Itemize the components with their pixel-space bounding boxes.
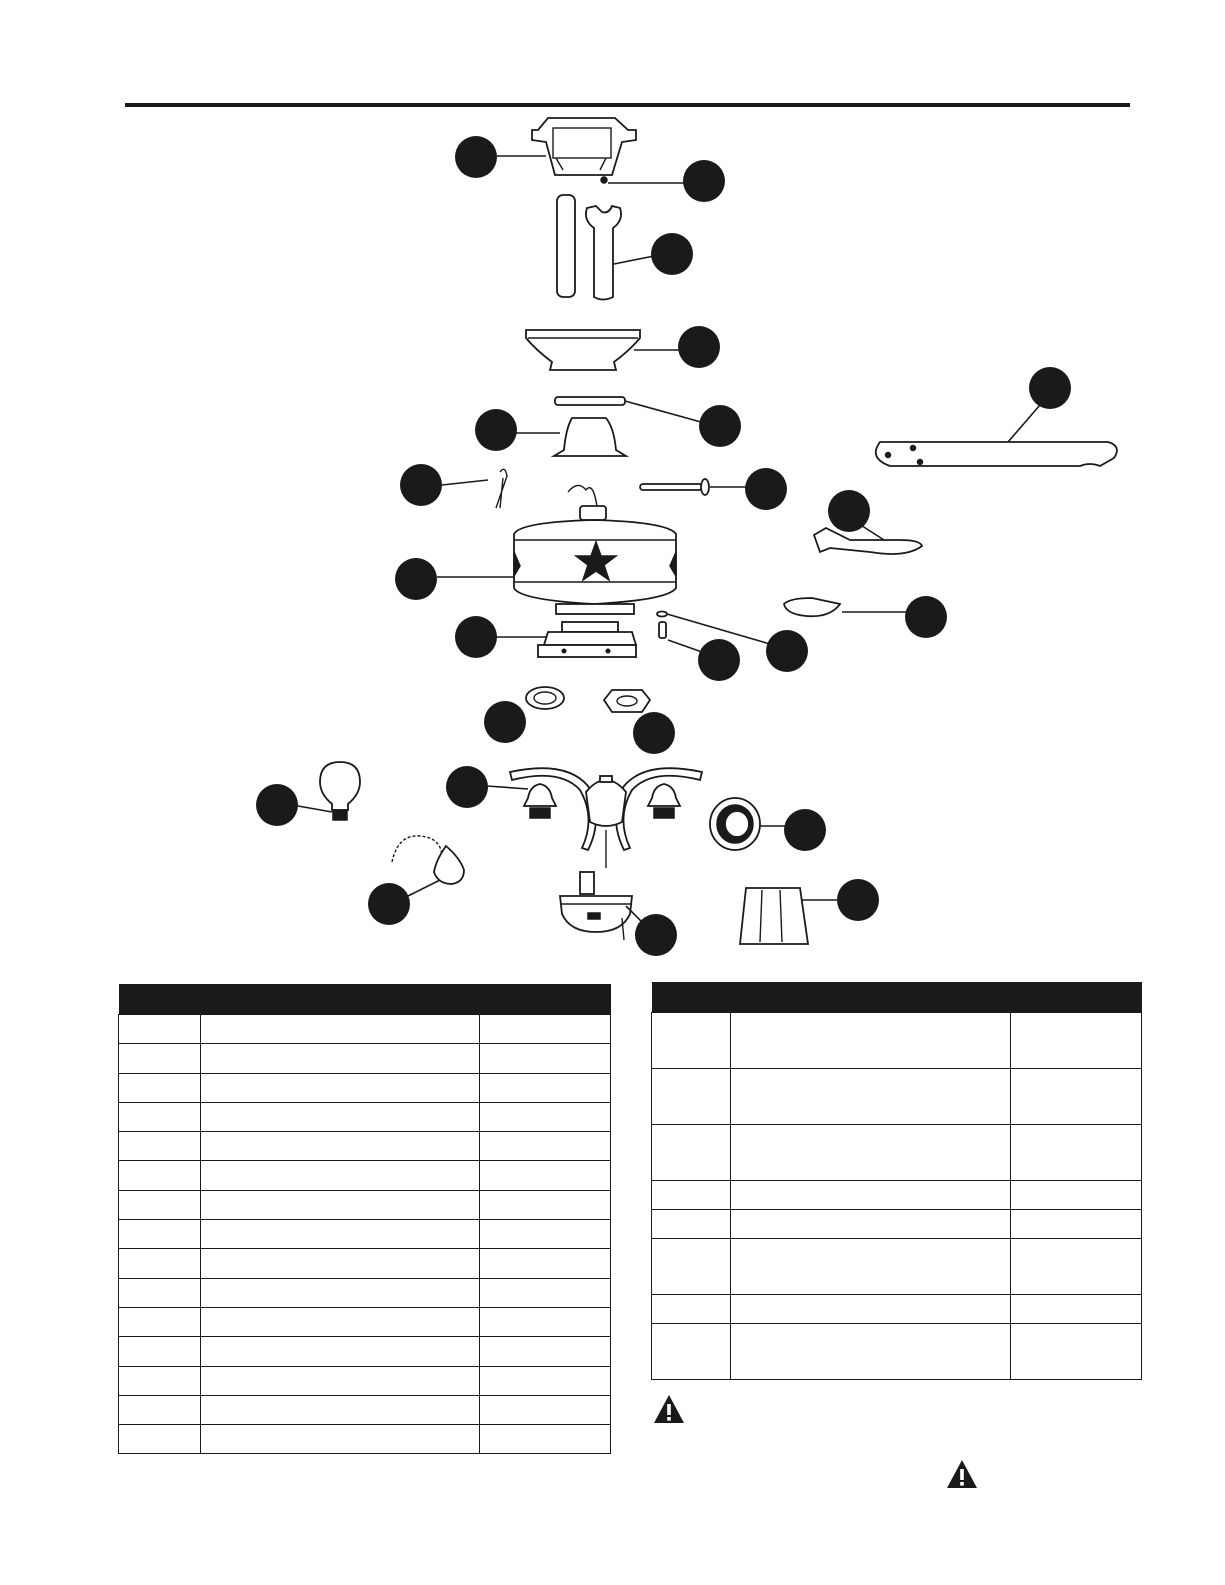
table-cell	[119, 1132, 201, 1161]
table-cell	[1011, 1295, 1142, 1324]
table-cell	[730, 1181, 1010, 1210]
parts-list-table-left	[118, 984, 611, 1454]
callout-circle	[745, 468, 787, 510]
warning-triangle-icon	[945, 1458, 979, 1490]
motor-housing	[514, 485, 676, 614]
mounting-plate	[555, 397, 625, 405]
hairpin-clip	[496, 469, 507, 508]
callout-circle	[446, 766, 488, 808]
table-cell	[1011, 1125, 1142, 1181]
fan-blade	[876, 442, 1117, 466]
warning-triangle-icon	[652, 1393, 686, 1425]
leader-line	[625, 401, 701, 422]
rubber-ring	[526, 687, 564, 709]
parts-list-table-right	[651, 982, 1142, 1380]
table-cell	[119, 1366, 201, 1395]
table-cell	[730, 1013, 1010, 1069]
table-cell	[652, 1324, 731, 1380]
table-row	[652, 1324, 1142, 1380]
table-cell	[200, 1249, 479, 1278]
switch-housing-base	[538, 622, 636, 657]
table-row	[652, 1210, 1142, 1239]
leader-line	[1008, 405, 1040, 442]
table-cell	[200, 1278, 479, 1307]
table-row	[119, 1015, 611, 1044]
table-row	[119, 1307, 611, 1336]
table-cell	[200, 1015, 479, 1044]
table-row	[119, 1337, 611, 1366]
table-cell	[652, 1210, 731, 1239]
table-cell	[480, 1220, 611, 1249]
leader-line	[298, 806, 332, 812]
callout-circle	[400, 464, 442, 506]
table-cell	[652, 1295, 731, 1324]
column-header	[652, 982, 731, 1013]
table-cell	[200, 1161, 479, 1190]
table-cell	[1011, 1181, 1142, 1210]
light-kit-fitter	[510, 768, 702, 868]
table-row	[119, 1395, 611, 1424]
table-row	[652, 1181, 1142, 1210]
table-cell	[480, 1044, 611, 1073]
table-cell	[730, 1324, 1010, 1380]
callout-circle	[455, 136, 497, 178]
table-cell	[119, 1337, 201, 1366]
leader-line	[442, 480, 488, 485]
table-cell	[200, 1044, 479, 1073]
table-cell	[119, 1161, 201, 1190]
screw	[659, 622, 666, 638]
table-header-row	[119, 984, 611, 1015]
table-cell	[200, 1307, 479, 1336]
table-row	[119, 1044, 611, 1073]
table-cell	[1011, 1324, 1142, 1380]
table-cell	[480, 1337, 611, 1366]
table-row	[119, 1220, 611, 1249]
callout-circle	[678, 326, 720, 368]
callout-circle	[1029, 367, 1071, 409]
table-cell	[480, 1161, 611, 1190]
table-cell	[480, 1278, 611, 1307]
callout-circle	[699, 405, 741, 447]
callout-circle	[633, 712, 675, 754]
table-cell	[119, 1190, 201, 1219]
callout-circle	[256, 784, 298, 826]
callout-circle	[484, 701, 526, 743]
canopy	[526, 330, 640, 370]
callout-circle	[766, 630, 808, 672]
table-cell	[652, 1013, 731, 1069]
table-cell	[200, 1366, 479, 1395]
table-cell	[200, 1337, 479, 1366]
leader-line	[668, 640, 702, 652]
callout-circle	[368, 883, 410, 925]
table-cell	[1011, 1239, 1142, 1295]
table-row	[119, 1190, 611, 1219]
table-cell	[200, 1073, 479, 1102]
callout-circle	[837, 879, 879, 921]
table-cell	[119, 1425, 201, 1454]
table-row	[119, 1278, 611, 1307]
table-cell	[480, 1307, 611, 1336]
table-row	[652, 1013, 1142, 1069]
table-row	[119, 1102, 611, 1131]
leader-line	[408, 880, 440, 896]
column-header	[119, 984, 201, 1015]
table-cell	[200, 1190, 479, 1219]
leader-line	[614, 256, 654, 264]
table-cell	[480, 1249, 611, 1278]
callout-circle	[455, 616, 497, 658]
callout-circle	[784, 809, 826, 851]
table-row	[119, 1132, 611, 1161]
table-cell	[119, 1015, 201, 1044]
table-cell	[119, 1102, 201, 1131]
table-cell	[200, 1220, 479, 1249]
table-cell	[652, 1181, 731, 1210]
table-row	[119, 1073, 611, 1102]
table-cell	[480, 1425, 611, 1454]
column-header	[480, 984, 611, 1015]
table-cell	[119, 1044, 201, 1073]
table-row	[652, 1239, 1142, 1295]
callout-circle	[698, 639, 740, 681]
table-row	[652, 1069, 1142, 1125]
callout-circle	[828, 490, 870, 532]
table-cell	[480, 1073, 611, 1102]
table-cell	[730, 1239, 1010, 1295]
table-cell	[652, 1069, 731, 1125]
table-cell	[480, 1366, 611, 1395]
table-cell	[730, 1295, 1010, 1324]
leader-line	[487, 786, 528, 789]
switch-housing	[560, 872, 632, 940]
table-cell	[200, 1132, 479, 1161]
blade-iron	[814, 528, 922, 554]
callout-circle	[635, 914, 677, 956]
table-row	[652, 1125, 1142, 1181]
glass-shade	[740, 888, 808, 944]
callout-circle	[651, 233, 693, 275]
table-cell	[1011, 1013, 1142, 1069]
mounting-bracket	[532, 118, 636, 183]
table-cell	[119, 1073, 201, 1102]
table-cell	[1011, 1069, 1142, 1125]
table-row	[119, 1161, 611, 1190]
table-cell	[480, 1190, 611, 1219]
callout-circle	[905, 596, 947, 638]
clevis-pin	[640, 479, 709, 495]
downrods	[557, 195, 621, 300]
pull-chain	[392, 836, 464, 884]
table-cell	[730, 1210, 1010, 1239]
table-cell	[652, 1125, 731, 1181]
column-header	[200, 984, 479, 1015]
callout-circle	[683, 160, 725, 202]
table-cell	[119, 1220, 201, 1249]
table-cell	[730, 1069, 1010, 1125]
washer	[657, 612, 667, 617]
table-cell	[480, 1015, 611, 1044]
table-cell	[200, 1395, 479, 1424]
table-cell	[480, 1132, 611, 1161]
table-row	[119, 1249, 611, 1278]
table-cell	[652, 1239, 731, 1295]
table-cell	[119, 1307, 201, 1336]
blade-badge	[784, 598, 840, 616]
table-cell	[119, 1278, 201, 1307]
table-header-row	[652, 982, 1142, 1013]
coupling-cover	[554, 418, 626, 456]
table-row	[119, 1366, 611, 1395]
table-cell	[119, 1395, 201, 1424]
callout-circle	[395, 558, 437, 600]
table-cell	[1011, 1210, 1142, 1239]
table-cell	[480, 1395, 611, 1424]
table-row	[119, 1425, 611, 1454]
glass-retaining-ring	[710, 798, 760, 850]
hex-nut	[604, 690, 650, 712]
table-cell	[200, 1425, 479, 1454]
table-cell	[200, 1102, 479, 1131]
table-cell	[480, 1102, 611, 1131]
table-cell	[119, 1249, 201, 1278]
column-header	[1011, 982, 1142, 1013]
column-header	[730, 982, 1010, 1013]
table-row	[652, 1295, 1142, 1324]
callout-circle	[475, 409, 517, 451]
table-cell	[730, 1125, 1010, 1181]
